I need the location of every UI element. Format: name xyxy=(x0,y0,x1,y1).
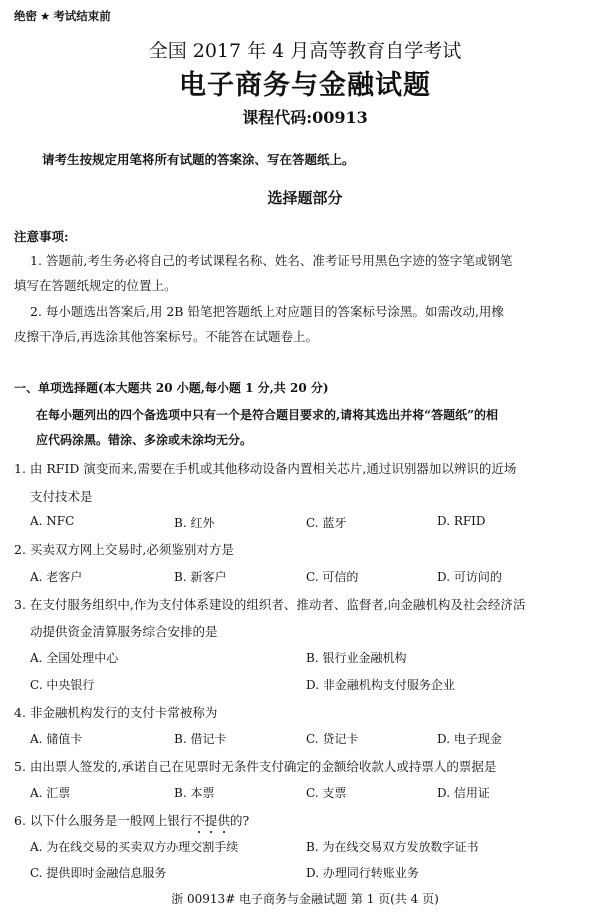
page-footer: 浙 00913# 电子商务与金融试题 第 1 页(共 4 页) xyxy=(171,892,439,906)
question-2-option-b: B. 新客户 xyxy=(174,570,227,584)
answer-instruction: 请考生按规定用笔将所有试题的答案涂、写在答题纸上。 xyxy=(42,152,355,167)
star-icon: ★ xyxy=(40,9,51,23)
exam-title: 全国 2017 年 4 月高等教育自学考试 xyxy=(148,40,462,62)
question-5-stem: 5. 由出票人签发的,承诺自己在见票时无条件支付确定的金额给收款人或持票人的票据是 xyxy=(14,759,497,774)
question-4-option-d: D. 电子现金 xyxy=(437,732,502,746)
question-2-option-c: C. 可信的 xyxy=(306,570,359,584)
question-3-stem-line-2: 动提供资金清算服务综合安排的是 xyxy=(30,624,218,639)
confidential-mark xyxy=(14,8,111,24)
question-4-option-a: A. 储值卡 xyxy=(30,732,83,746)
question-1-stem-line-1: 1. 由 RFID 演变而来,需要在手机或其他移动设备内置相关芯片,通过识别器加以辨识的近场 xyxy=(14,461,517,476)
question-6-stem xyxy=(14,811,249,829)
note-item-1-line-1: 1. 答题前,考生务必将自己的考试课程名称、姓名、准考证号用黑色字迹的签字笔或钢笔 xyxy=(30,253,513,268)
question-6-option-b: B. 为在线交易双方发放数字证书 xyxy=(306,840,479,854)
section-title: 一、单项选择题(本大题共 20 小题,每小题 1 分,共 20 分) xyxy=(14,381,329,395)
question-2-option-d: D. 可访问的 xyxy=(437,570,502,584)
question-1-option-d: D. RFID xyxy=(437,514,486,528)
question-6-option-d: D. 办理同行转账业务 xyxy=(306,866,419,880)
question-3-option-a: A. 全国处理中心 xyxy=(30,651,119,665)
question-3-option-d: D. 非金融机构支付服务企业 xyxy=(306,678,455,692)
question-6-stem-post: 的? xyxy=(229,813,250,828)
course-code: 课程代码:00913 xyxy=(242,108,368,127)
question-2-option-a: A. 老客户 xyxy=(30,570,83,584)
paper-title: 电子商务与金融试题 xyxy=(179,70,431,101)
section-desc-line-2: 应代码涂黑。错涂、多涂或未涂均无分。 xyxy=(36,433,253,447)
question-5-option-b: B. 本票 xyxy=(174,786,215,800)
question-1-option-a: A. NFC xyxy=(30,514,75,528)
question-3-option-b: B. 银行业金融机构 xyxy=(306,651,407,665)
question-4-option-b: B. 借记卡 xyxy=(174,732,227,746)
question-4-stem: 4. 非金融机构发行的支付卡常被称为 xyxy=(14,705,218,720)
question-6-stem-pre: 6. 以下什么服务是一般网上银行 xyxy=(14,813,193,828)
part-title: 选择题部分 xyxy=(267,189,343,207)
question-5-option-d: D. 信用证 xyxy=(437,786,490,800)
notes-heading: 注意事项: xyxy=(14,229,69,244)
emphasis-char: 提 xyxy=(204,813,218,828)
question-5-option-c: C. 支票 xyxy=(306,786,347,800)
question-6-option-a: A. 为在线交易的买卖双方办理交割手续 xyxy=(30,840,239,854)
question-4-option-c: C. 贷记卡 xyxy=(306,732,359,746)
note-item-2-line-1: 2. 每小题选出答案后,用 2B 铅笔把答题纸上对应题目的答案标号涂黑。如需改动,用橡 xyxy=(30,304,504,319)
confidential-tail: 考试结束前 xyxy=(53,9,111,23)
question-5-option-a: A. 汇票 xyxy=(30,786,71,800)
question-6-option-c: C. 提供即时金融信息服务 xyxy=(30,866,167,880)
question-3-stem-line-1: 3. 在支付服务组织中,作为支付体系建设的组织者、推动者、监督者,向金融机构及社会经济活 xyxy=(14,597,526,612)
confidential-label: 绝密 xyxy=(14,9,37,23)
question-1-option-b: B. 红外 xyxy=(174,516,215,530)
note-item-2-line-2: 皮擦干净后,再选涂其他答案标号。不能答在试题卷上。 xyxy=(14,329,318,344)
question-1-stem-line-2: 支付技术是 xyxy=(30,489,93,504)
question-2-stem: 2. 买卖双方网上交易时,必须鉴别对方是 xyxy=(14,542,234,557)
section-desc-line-1: 在每小题列出的四个备选项中只有一个是符合题目要求的,请将其选出并将“答题纸”的相 xyxy=(36,408,498,422)
emphasis-char: 供 xyxy=(217,813,230,828)
note-item-1-line-2: 填写在答题纸规定的位置上。 xyxy=(14,278,177,293)
question-1-option-c: C. 蓝牙 xyxy=(306,516,347,530)
emphasis-char: 不 xyxy=(192,813,205,828)
question-3-option-c: C. 中央银行 xyxy=(30,678,95,692)
